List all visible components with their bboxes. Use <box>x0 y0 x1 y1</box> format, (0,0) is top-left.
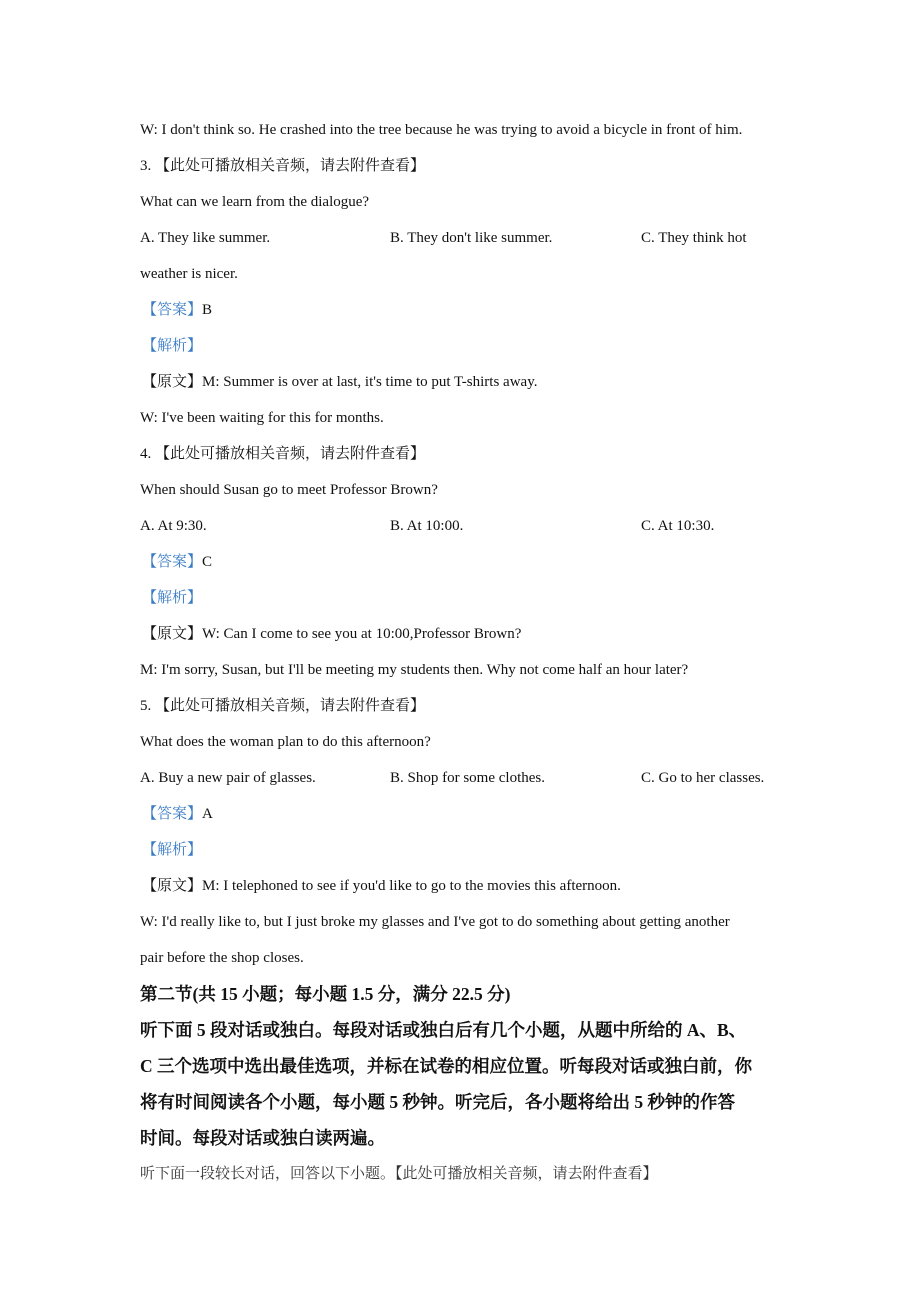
question-4-options <box>140 508 800 544</box>
analysis-tag: 【解析】 <box>142 842 203 858</box>
option-b: B. Shop for some clothes. <box>390 770 545 786</box>
question-5-options <box>140 760 800 796</box>
question-3-audio: 3. 【此处可播放相关音频，请去附件查看】 <box>140 158 426 174</box>
question-3-options <box>140 220 800 256</box>
original-line: M: Summer is over at last, it's time to put T-shirts away. <box>202 374 538 390</box>
instruction-line: C 三个选项中选出最佳选项，并标在试卷的相应位置。听每段对话或独白前，你 <box>140 1056 753 1076</box>
answer-value: C <box>202 554 213 570</box>
dialogue-line: W: I've been waiting for this for months. <box>140 410 384 426</box>
instruction-line: 时间。每段对话或独白读两遍。 <box>140 1128 385 1148</box>
question-5-text: What does the woman plan to do this afternoon? <box>140 734 431 750</box>
original-tag: 【原文】 <box>142 878 203 894</box>
answer-line <box>140 544 800 580</box>
question-5-audio: 5. 【此处可播放相关音频，请去附件查看】 <box>140 698 426 714</box>
answer-tag: 【答案】 <box>142 554 203 570</box>
answer-tag: 【答案】 <box>142 806 203 822</box>
question-3-text: What can we learn from the dialogue? <box>140 194 370 210</box>
original-text <box>140 616 800 652</box>
option-c: C. At 10:30. <box>641 518 715 534</box>
option-a: A. At 9:30. <box>140 518 207 534</box>
section-title: 第二节(共 15 小题；每小题 1.5 分，满分 22.5 分) <box>140 984 511 1004</box>
answer-value: A <box>202 806 213 822</box>
instruction-line: 听下面 5 段对话或独白。每段对话或独白后有几个小题，从题中所给的 A、B、 <box>140 1020 747 1040</box>
dialogue-line: pair before the shop closes. <box>140 950 304 966</box>
question-4-audio: 4. 【此处可播放相关音频，请去附件查看】 <box>140 446 426 462</box>
option-c: C. Go to her classes. <box>641 770 765 786</box>
listen-instruction: 听下面一段较长对话，回答以下小题。【此处可播放相关音频，请去附件查看】 <box>140 1166 658 1182</box>
option-a: A. Buy a new pair of glasses. <box>140 770 316 786</box>
original-line: M: I telephoned to see if you'd like to go to the movies this afternoon. <box>202 878 621 894</box>
answer-line <box>140 292 800 328</box>
original-line: W: Can I come to see you at 10:00,Professor Brown? <box>202 626 522 642</box>
analysis-tag: 【解析】 <box>142 338 203 354</box>
original-tag: 【原文】 <box>142 374 203 390</box>
document-page <box>140 112 800 1192</box>
original-text <box>140 364 800 400</box>
option-a: A. They like summer. <box>140 230 271 246</box>
option-c: C. They think hot <box>641 230 747 246</box>
option-c-continued: weather is nicer. <box>140 266 238 282</box>
answer-value: B <box>202 302 213 318</box>
original-text <box>140 868 800 904</box>
analysis-tag: 【解析】 <box>142 590 203 606</box>
original-tag: 【原文】 <box>142 626 203 642</box>
answer-tag: 【答案】 <box>142 302 203 318</box>
option-b: B. They don't like summer. <box>390 230 553 246</box>
option-b: B. At 10:00. <box>390 518 464 534</box>
dialogue-line: M: I'm sorry, Susan, but I'll be meeting my students then. Why not come half an hour later? <box>140 662 689 678</box>
dialogue-line: W: I don't think so. He crashed into the tree because he was trying to avoid a bicycle in front of him. <box>140 122 743 138</box>
dialogue-line: W: I'd really like to, but I just broke my glasses and I've got to do something about getting another <box>140 914 730 930</box>
question-4-text: When should Susan go to meet Professor Brown? <box>140 482 438 498</box>
instruction-line: 将有时间阅读各个小题，每小题 5 秒钟。听完后，各小题将给出 5 秒钟的作答 <box>140 1092 735 1112</box>
answer-line <box>140 796 800 832</box>
